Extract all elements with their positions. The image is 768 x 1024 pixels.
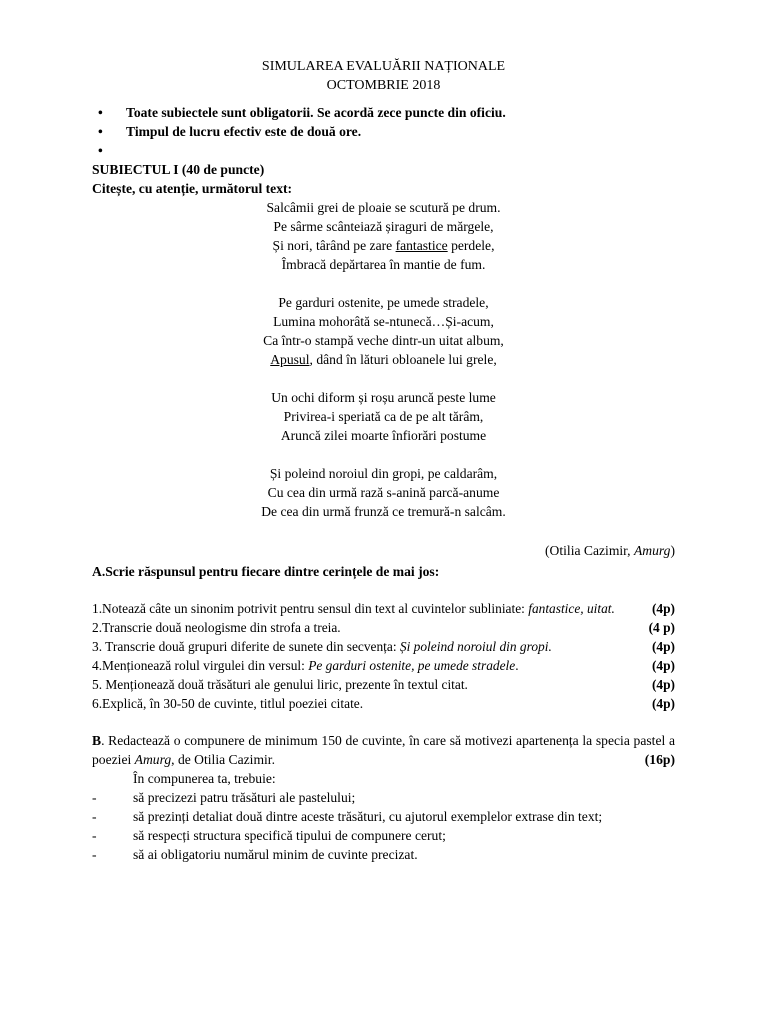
instruction-item: • Timpul de lucru efectiv este de două ore.	[98, 124, 362, 139]
bullet-icon: •	[98, 105, 103, 120]
poem-line: Salcâmii grei de ploaie se scutură pe drum.	[266, 200, 501, 215]
underlined-word: Apusul	[270, 352, 310, 367]
poem-stanza	[92, 293, 675, 369]
dash-icon: -	[92, 790, 97, 805]
dash-icon: -	[92, 809, 97, 824]
task-item: 3. Transcrie două grupuri diferite de sunete din secvența: Și poleind noroiul din gropi. (4p)	[92, 639, 675, 654]
poem-line: Aruncă zilei moarte înfiorări postume	[280, 428, 487, 443]
poem-line: Și nori, târând pe zare fantastice perdele,	[272, 238, 495, 253]
task-item: 1.Notează câte un sinonim potrivit pentru sensul din text al cuvintelor subliniate: fantastice, uitat. (4p)	[92, 601, 675, 616]
poem-line: Pe garduri ostenite, pe umede stradele,	[278, 295, 489, 310]
instruction-item: • Toate subiectele sunt obligatorii. Se acordă zece puncte din oficiu.	[98, 105, 506, 120]
instructions-list	[92, 103, 675, 160]
poem-line: Ca într-o stampă veche dintr-un uitat album,	[263, 333, 504, 348]
requirement-item: - să prezinți detaliat două dintre aceste trăsături, cu ajutorul exemplelor extrase din text;	[92, 809, 603, 824]
section-a-title: A.Scrie răspunsul pentru fiecare dintre cerințele de mai jos:	[92, 564, 440, 579]
poem-line: Un ochi diform și roșu aruncă peste lume	[271, 390, 496, 405]
poem-line: De cea din urmă frunză ce tremură-n salcâm.	[261, 504, 506, 519]
task-points: (4p)	[651, 696, 675, 711]
task-list	[92, 599, 675, 713]
task-points: (4 p)	[648, 620, 675, 635]
dash-icon: -	[92, 847, 97, 862]
task-points: (4p)	[651, 677, 675, 692]
requirements-list	[92, 788, 675, 864]
read-prompt: Citește, cu atenție, următorul text:	[92, 181, 293, 196]
task-points: (4p)	[651, 601, 675, 616]
work-title: Amurg	[633, 543, 671, 558]
requirement-item: - să respecți structura specifică tipului de compunere cerut;	[92, 828, 446, 843]
underlined-word: fantastice	[395, 238, 448, 253]
section-b-points: (16p)	[644, 752, 675, 767]
exam-title: SIMULAREA EVALUĂRII NAȚIONALE	[261, 59, 506, 74]
poem-attribution: (Otilia Cazimir, Amurg)	[545, 543, 675, 558]
poem-stanza	[92, 198, 675, 274]
requirement-item: - să ai obligatoriu numărul minim de cuvinte precizat.	[92, 847, 418, 862]
exam-page	[92, 57, 675, 864]
poem-line: Îmbracă depărtarea în mantie de fum.	[281, 257, 486, 272]
dash-icon: -	[92, 828, 97, 843]
poem-line: Privirea-i speriată ca de pe alt tărâm,	[283, 409, 484, 424]
poem-stanza	[92, 464, 675, 521]
task-points: (4p)	[651, 658, 675, 673]
task-item: 6.Explică, în 30-50 de cuvinte, titlul poeziei citate. (4p)	[92, 696, 675, 711]
poem-line: Pe sârme scânteiază șiraguri de mărgele,	[273, 219, 494, 234]
bullet-icon: •	[98, 124, 103, 139]
requirements-intro: În compunerea ta, trebuie:	[133, 771, 276, 786]
subject-title: SUBIECTUL I (40 de puncte)	[92, 162, 265, 177]
exam-date: OCTOMBRIE 2018	[326, 78, 441, 93]
poem	[92, 198, 675, 521]
bullet-icon: •	[98, 143, 103, 158]
task-points: (4p)	[651, 639, 675, 654]
task-item: 4.Menționează rolul virgulei din versul: Pe garduri ostenite, pe umede stradele. (4p)	[92, 658, 675, 673]
poem-line: Lumina mohorâtă se-ntunecă…Și-acum,	[273, 314, 494, 329]
poem-line: Cu cea din urmă rază s-anină parcă-anume	[267, 485, 500, 500]
poem-line: Apusul, dând în lături obloanele lui grele,	[270, 352, 497, 367]
task-item: 2.Transcrie două neologisme din strofa a treia. (4 p)	[92, 620, 675, 635]
section-b-label: B	[92, 733, 102, 748]
task-item: 5. Menționează două trăsături ale genului liric, prezente în textul citat. (4p)	[92, 677, 675, 692]
work-title: Amurg	[134, 752, 172, 767]
requirement-item: - să precizezi patru trăsături ale pastelului;	[92, 790, 356, 805]
instruction-item	[92, 141, 675, 160]
section-b: B. Redactează o compunere de minimum 150 de cuvinte, în care să motivezi apartenența la specia pastel a poeziei Amurg, de Otilia Cazimir. (16p)	[92, 733, 675, 767]
poem-stanza	[92, 388, 675, 445]
poem-line: Și poleind noroiul din gropi, pe caldarâm,	[269, 466, 498, 481]
